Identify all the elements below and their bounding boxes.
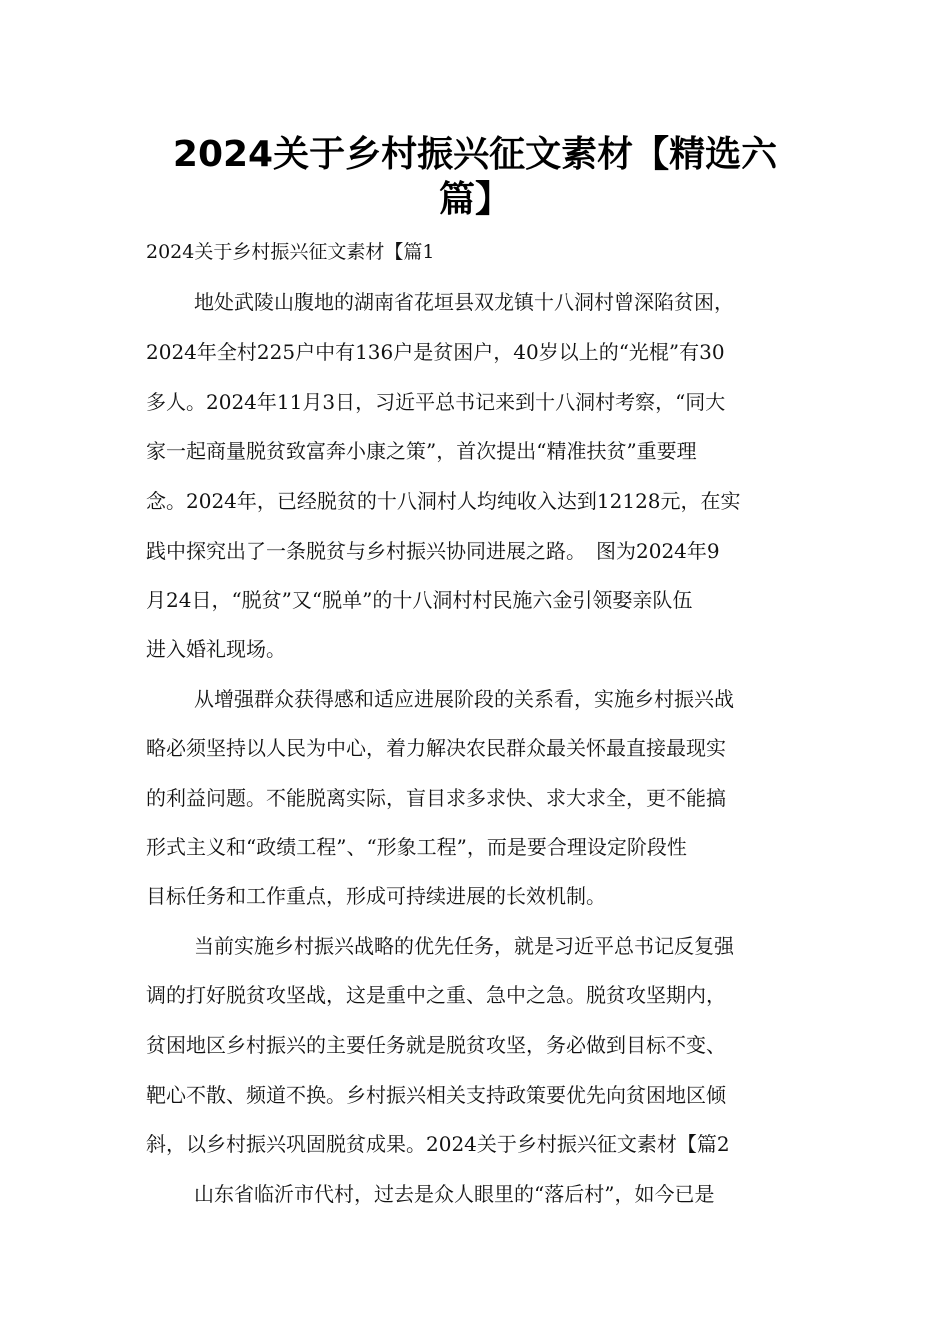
text-line: 多人。2024年11月3日，习近平总书记来到十八洞村考察，“同大 xyxy=(146,390,726,414)
text-line: 家一起商量脱贫致富奔小康之策”，首次提出“精准扶贫”重要理 xyxy=(146,439,697,463)
text-line: 略必须坚持以人民为中心，着力解决农民群众最关怀最直接最现实 xyxy=(146,736,726,760)
text-line: 目标任务和工作重点，形成可持续进展的长效机制。 xyxy=(146,884,606,908)
text-line: 践中探究出了一条脱贫与乡村振兴协同进展之路。 图为2024年9 xyxy=(146,539,720,563)
text-line: 贫困地区乡村振兴的主要任务就是脱贫攻坚，务必做到目标不变、 xyxy=(146,1033,726,1057)
text-line: 从增强群众获得感和适应进展阶段的关系看，实施乡村振兴战 xyxy=(194,687,734,711)
text-line: 当前实施乡村振兴战略的优先任务，就是习近平总书记反复强 xyxy=(194,934,734,958)
text-line: 地处武陵山腹地的湖南省花垣县双龙镇十八洞村曾深陷贫困， xyxy=(194,290,734,314)
text-line: 靶心不散、频道不换。乡村振兴相关支持政策要优先向贫困地区倾 xyxy=(146,1083,726,1107)
text-line: 斜，以乡村振兴巩固脱贫成果。2024关于乡村振兴征文素材【篇2 xyxy=(146,1132,730,1156)
text-line: 山东省临沂市代村，过去是众人眼里的“落后村”，如今已是 xyxy=(194,1182,715,1206)
document-title-line-2: 篇】 xyxy=(438,179,511,220)
text-line: 调的打好脱贫攻坚战，这是重中之重、急中之急。脱贫攻坚期内， xyxy=(146,983,726,1007)
text-line: 进入婚礼现场。 xyxy=(146,637,286,661)
text-line: 月24日，“脱贫”又“脱单”的十八洞村村民施六金引领娶亲队伍 xyxy=(146,588,693,612)
document-title-line-1: 2024关于乡村振兴征文素材【精选六 xyxy=(172,134,778,175)
text-line: 的利益问题。不能脱离实际，盲目求多求快、求大求全，更不能搞 xyxy=(146,786,726,810)
text-line: 2024年全村225户中有136户是贫困户，40岁以上的“光棍”有30 xyxy=(146,340,725,364)
section-heading: 2024关于乡村振兴征文素材【篇1 xyxy=(146,241,435,263)
text-line: 形式主义和“政绩工程”、“形象工程”，而是要合理设定阶段性 xyxy=(146,835,687,859)
text-line: 念。2024年，已经脱贫的十八洞村人均纯收入达到12128元，在实 xyxy=(146,489,741,513)
